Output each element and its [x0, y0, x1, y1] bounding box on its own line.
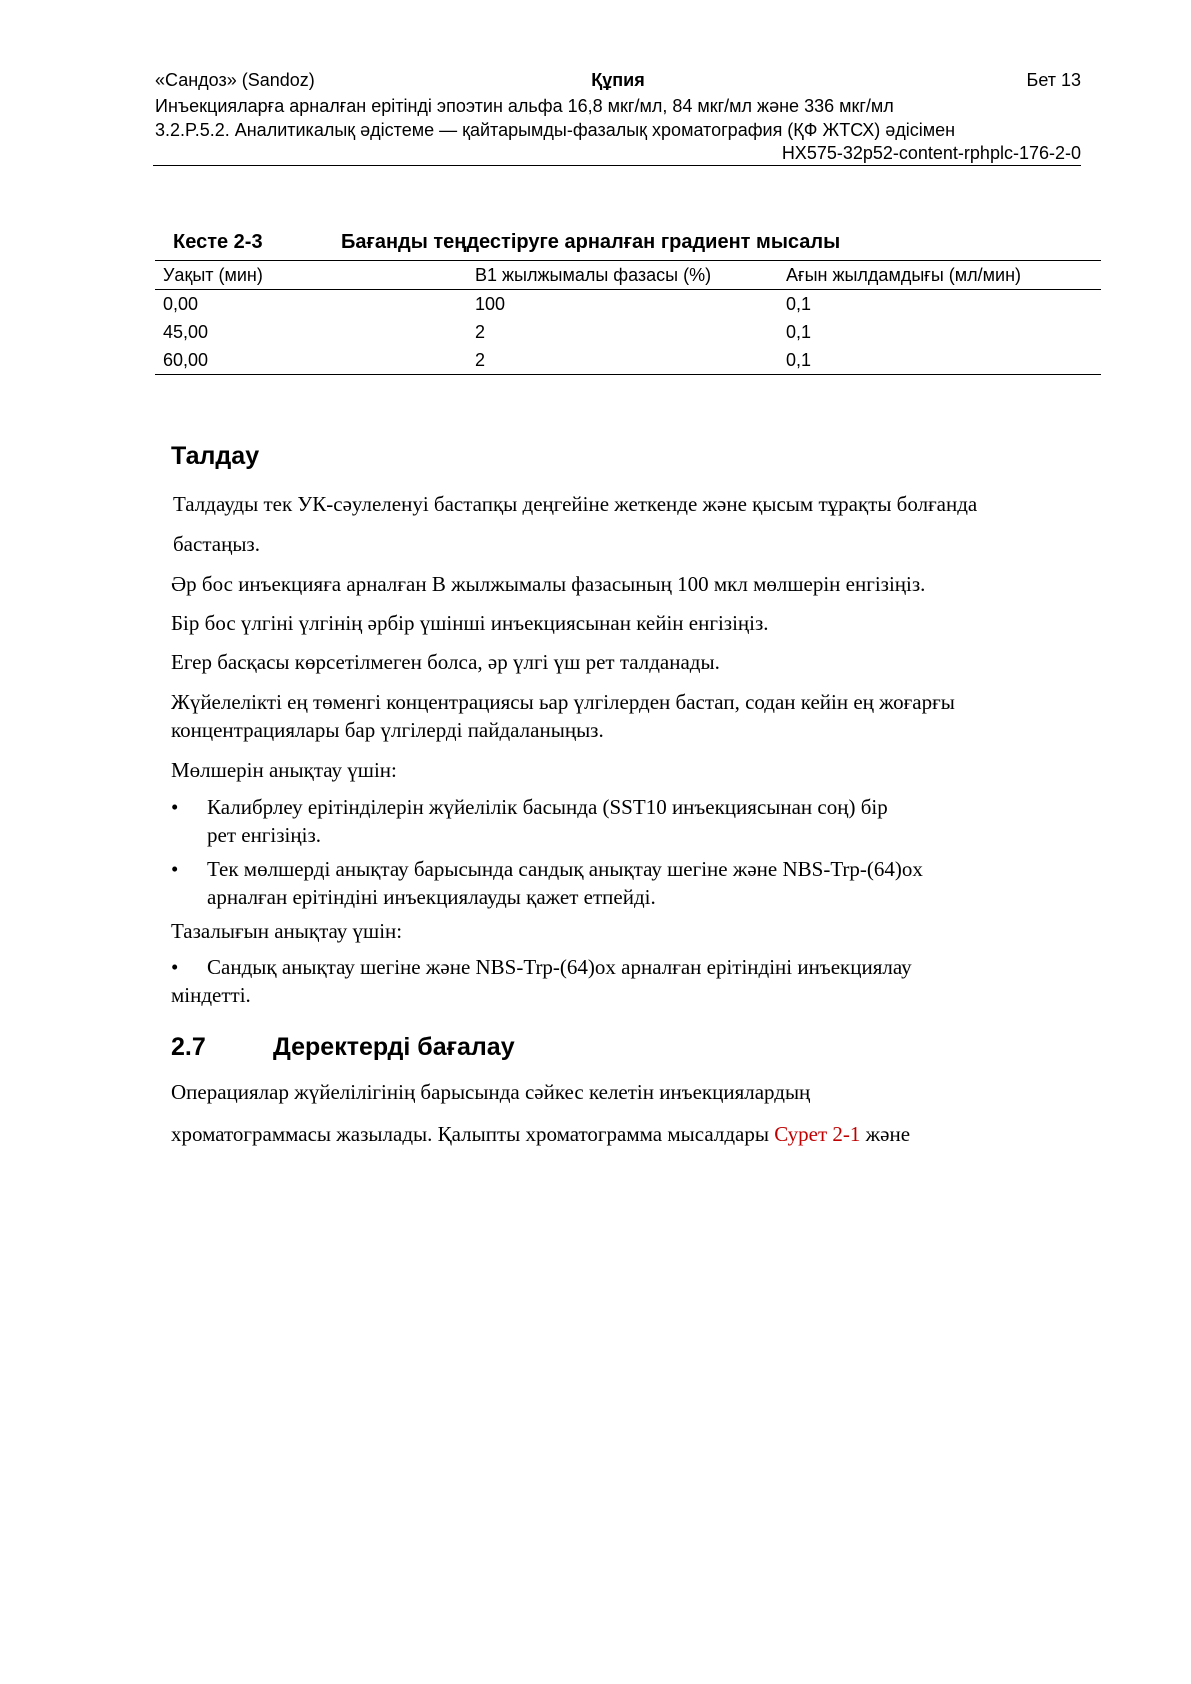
table-cell-time: 45,00	[163, 322, 209, 342]
page-number: Бет 13	[1026, 70, 1081, 90]
evaluation-paragraph-line-2	[171, 1120, 1101, 1148]
list-item-line-1: Калибрлеу ерітінділерін жүйелілік басында (SST10 инъекциясынан соң) бір	[207, 795, 888, 819]
bullet-icon: •	[171, 795, 179, 819]
analysis-paragraph-5-line-1: Жүйелелікті ең төменгі концентрациясы ьар үлгілерден бастап, содан кейін ең жоғарғы	[171, 690, 955, 714]
analysis-paragraph-2: Әр бос инъекцияға арналған B жылжымалы фазасының 100 мкл мөлшерін енгізіңіз.	[171, 572, 926, 596]
quantification-label: Мөлшерін анықтау үшін:	[171, 758, 397, 782]
product-line: Инъекцияларға арналған ерітінді эпоэтин альфа 16,8 мкг/мл, 84 мкг/мл және 336 мкг/мл	[155, 96, 894, 116]
evaluation-text-after-link: және	[860, 1122, 911, 1146]
section-number: 2.7	[171, 1033, 206, 1061]
table-row	[155, 318, 1101, 346]
table-cell-time: 0,00	[163, 294, 199, 314]
evaluation-paragraph-line-1: Операциялар жүйелілігінің барысында сәйкес келетін инъекциялардың	[171, 1080, 811, 1104]
section-title: Деректерді бағалау	[273, 1033, 515, 1061]
list-item	[171, 855, 1091, 911]
classification-label: Құпия	[591, 70, 645, 90]
table-row	[155, 290, 1101, 319]
company-name: «Сандоз» (Sandoz)	[155, 70, 315, 90]
column-header-phase-b1: B1 жылжымалы фазасы (%)	[467, 261, 778, 290]
list-item	[171, 953, 1091, 1009]
table-cell-flow: 0,1	[778, 346, 1101, 375]
analysis-paragraph-1-line-2: бастаңыз.	[173, 532, 260, 556]
section-line: 3.2.P.5.2. Аналитикалық әдістеме — қайтарымды-фазалық хроматография (ҚФ ЖТСХ) әдісімен	[155, 120, 956, 140]
bullet-icon: •	[171, 857, 179, 881]
gradient-table	[155, 260, 1101, 375]
list-item-line-2: міндетті.	[171, 983, 251, 1007]
table-caption	[173, 231, 840, 254]
analysis-paragraph-3: Бір бос үлгіні үлгінің әрбір үшінші инъекциясынан кейін енгізіңіз.	[171, 611, 769, 635]
table-cell-time: 60,00	[155, 346, 467, 375]
table-cell-flow: 0,1	[786, 322, 812, 342]
page-header-top	[155, 70, 1081, 96]
list-item-line-1: Тек мөлшерді анықтау барысында сандық анықтау шегіне және NBS-Trp-(64)ox	[207, 857, 923, 881]
purity-label: Тазалығын анықтау үшін:	[171, 919, 403, 943]
column-header-time: Уақыт (мин)	[155, 261, 467, 290]
analysis-heading: Талдау	[171, 442, 260, 470]
analysis-paragraph-1-line-1: Талдауды тек УК-сәулеленуі бастапқы деңгейіне жеткенде және қысым тұрақты болғанда	[173, 492, 978, 516]
bullet-icon: •	[171, 955, 179, 979]
table-row	[155, 346, 1101, 375]
evaluation-heading	[171, 1033, 515, 1062]
header-divider	[153, 165, 1081, 166]
list-item-line-2: арналған ерітіндіні инъекциялауды қажет етпейді.	[207, 885, 656, 909]
table-cell-phase: 100	[475, 294, 506, 314]
table-cell-phase: 2	[475, 322, 486, 342]
document-reference: HX575-32p52-content-rphplc-176-2-0	[781, 143, 1081, 163]
table-caption-title: Бағанды теңдестіруге арналған градиент мысалы	[341, 231, 841, 253]
table-header-row	[155, 261, 1101, 290]
table-cell-flow: 0,1	[786, 294, 812, 314]
table-cell-phase: 2	[467, 346, 778, 375]
column-header-flow-rate: Ағын жылдамдығы (мл/мин)	[778, 261, 1101, 290]
list-item-line-2: рет енгізіңіз.	[207, 823, 322, 847]
evaluation-text-before-link: хроматограммасы жазылады. Қалыпты хроматограмма мысалдары	[171, 1122, 775, 1146]
table-caption-number: Кесте 2-3	[173, 231, 263, 253]
analysis-paragraph-4: Егер басқасы көрсетілмеген болса, әр үлгі үш рет талданады.	[171, 650, 720, 674]
analysis-paragraph-5-line-2: концентрациялары бар үлгілерді пайдаланыңыз.	[171, 718, 604, 742]
list-item-line-1: Сандық анықтау шегіне және NBS-Trp-(64)ox арналған ерітіндіні инъекциялау	[207, 955, 912, 979]
figure-reference-link[interactable]: Сурет 2-1	[774, 1122, 861, 1146]
list-item	[171, 793, 1091, 849]
